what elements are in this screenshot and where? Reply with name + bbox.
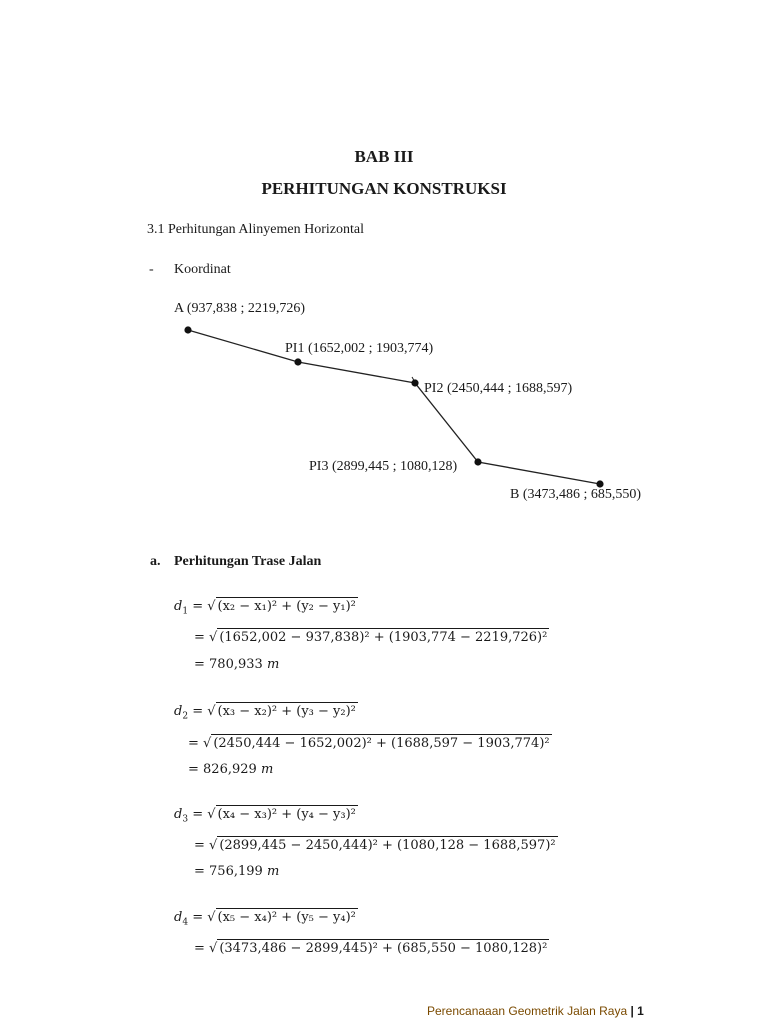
formula-d4-general: $d_4$ = √ (x₅ − x₄)² + (y₅ − y₄)²: [174, 910, 356, 928]
d3-unit: m: [266, 864, 280, 879]
d1-subscript: 1: [182, 606, 189, 617]
d3-general-radicand: (x₄ − x₃)² + (y₄ − y₃)²: [217, 807, 356, 822]
point-label-PI3: PI3 (2899,445 ; 1080,128): [309, 459, 458, 474]
page-footer: [427, 1004, 644, 1018]
formula-d2-substituted: = √ (2450,444 − 1652,002)² + (1688,597 − 1903,774)²: [188, 736, 550, 751]
d3-symbol: d: [174, 807, 183, 822]
point-marker-PI2: [411, 379, 418, 386]
formula-d2-result: [188, 762, 273, 777]
d1-substituted-radicand: (1652,002 − 937,838)² + (1903,774 − 2219,726)²: [219, 630, 548, 645]
d2-result-value: = 826,929: [188, 762, 257, 777]
d3-substituted-radicand: (2899,445 − 2450,444)² + (1080,128 − 1688,597)²: [219, 838, 556, 853]
chapter-number: BAB III: [354, 147, 414, 166]
formula-d4-substituted: = √ (3473,486 − 2899,445)² + (685,550 − 1080,128)²: [194, 941, 548, 956]
footer-text: Perencanaaan Geometrik Jalan Raya: [427, 1004, 628, 1018]
subsection-title: Perhitungan Trase Jalan: [174, 554, 322, 569]
formula-d2-general: $d_2$ = √ (x₃ − x₂)² + (y₃ − y₂)²: [174, 704, 356, 722]
formula-d3-general: $d_3$ = √ (x₄ − x₃)² + (y₄ − y₃)²: [174, 807, 356, 825]
point-marker-PI3: [474, 458, 481, 465]
formula-d3-substituted: = √ (2899,445 − 2450,444)² + (1080,128 − 1688,597)²: [194, 838, 556, 853]
formula-d1-substituted: = √ (1652,002 − 937,838)² + (1903,774 − 2219,726)²: [194, 630, 548, 645]
d4-general-radicand: (x₅ − x₄)² + (y₅ − y₄)²: [217, 910, 356, 925]
d1-unit: m: [266, 657, 280, 672]
point-marker-A: [184, 326, 191, 333]
formula-d1-result: [194, 657, 279, 672]
chapter-title: PERHITUNGAN KONSTRUKSI: [261, 179, 507, 198]
d4-subscript: 4: [182, 917, 189, 928]
bullet-dash: -: [149, 262, 154, 277]
d4-symbol: d: [174, 910, 183, 925]
d2-subscript: 2: [182, 711, 189, 722]
d2-general-radicand: (x₃ − x₂)² + (y₃ − y₂)²: [217, 704, 356, 719]
section-heading: 3.1 Perhitungan Alinyemen Horizontal: [147, 222, 364, 237]
point-label-A: A (937,838 ; 2219,726): [174, 301, 306, 316]
d4-substituted-radicand: (3473,486 − 2899,445)² + (685,550 − 1080,128)²: [219, 941, 548, 956]
d3-result-value: = 756,199: [194, 864, 263, 879]
formula-d1-general: $d_1$ = √ (x₂ − x₁)² + (y₂ − y₁)²: [174, 599, 356, 617]
d2-unit: m: [260, 762, 274, 777]
point-label-PI2: PI2 (2450,444 ; 1688,597): [424, 381, 573, 396]
d2-substituted-radicand: (2450,444 − 1652,002)² + (1688,597 − 1903,774)²: [213, 736, 550, 751]
subsection-label: a.: [150, 554, 161, 569]
point-marker-PI1: [294, 358, 301, 365]
formula-d3-result: [194, 864, 279, 879]
d1-symbol: d: [174, 599, 183, 614]
bullet-label: Koordinat: [174, 262, 231, 277]
point-label-B: B (3473,486 ; 685,550): [510, 487, 642, 502]
page-number: | 1: [630, 1004, 644, 1018]
point-label-PI1: PI1 (1652,002 ; 1903,774): [285, 341, 434, 356]
d2-symbol: d: [174, 704, 183, 719]
d1-result-value: = 780,933: [194, 657, 263, 672]
d3-subscript: 3: [182, 814, 189, 825]
d1-general-radicand: (x₂ − x₁)² + (y₂ − y₁)²: [217, 599, 356, 614]
